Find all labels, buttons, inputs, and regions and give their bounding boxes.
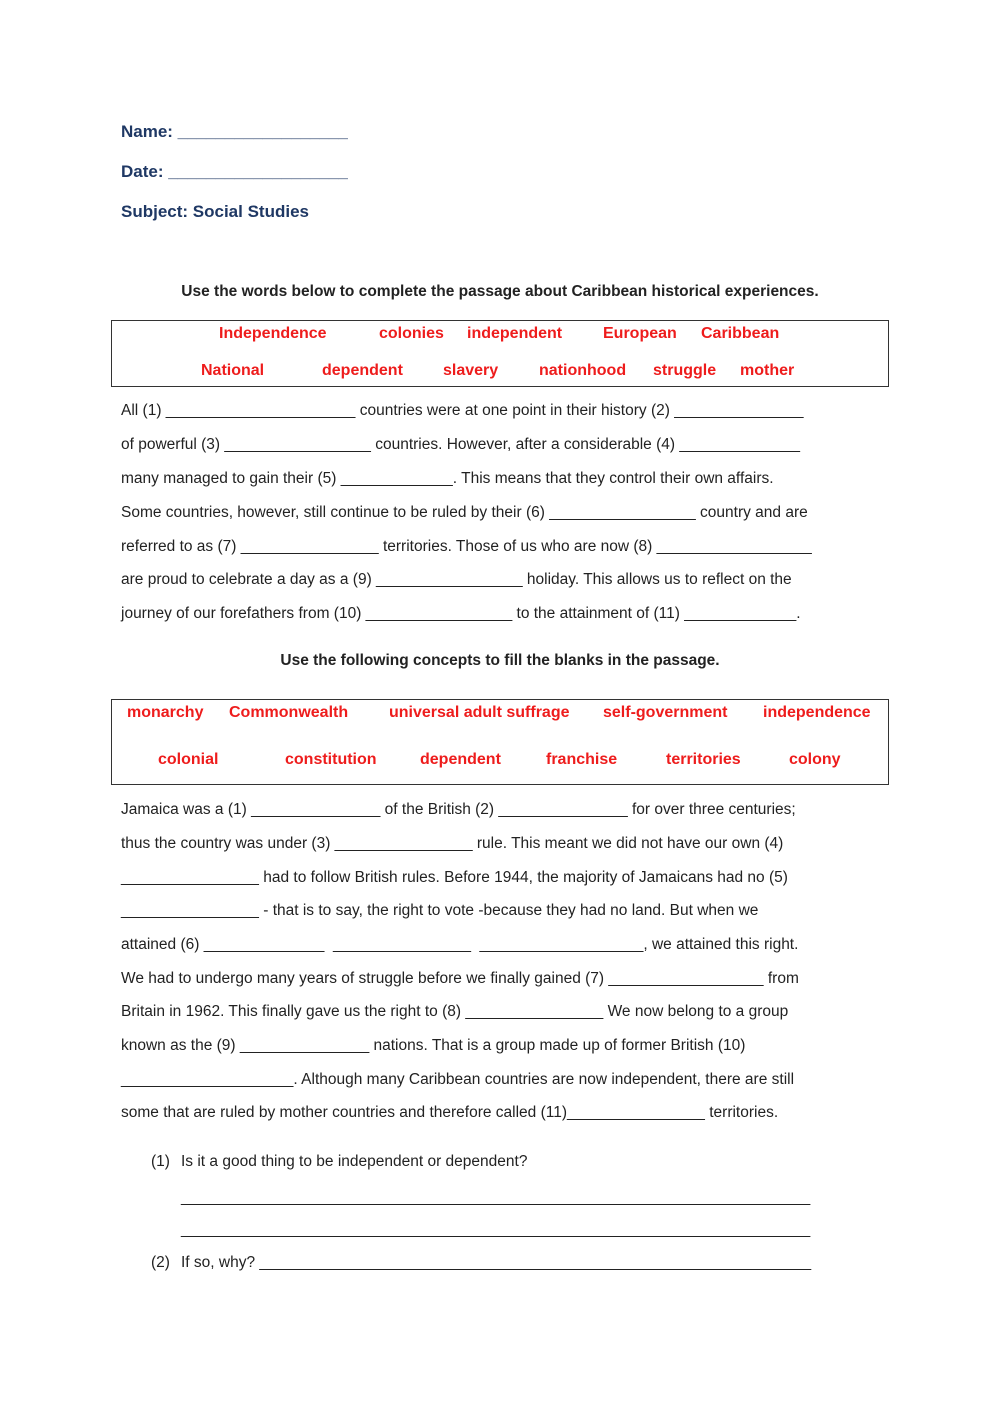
question-1-number: (1)	[151, 1153, 170, 1170]
passage2-line: attained (6) ______________ ________________ ___________________, we attained this right.	[121, 936, 799, 953]
passage2-line: some that are ruled by mother countries and therefore called (11)________________ territories.	[121, 1104, 779, 1121]
word-bank-item[interactable]: Independence	[219, 325, 327, 342]
word-bank-item[interactable]: slavery	[443, 362, 499, 379]
passage2-line: ____________________. Although many Caribbean countries are now independent, there are still	[121, 1071, 795, 1088]
passage1-line: referred to as (7) ________________ territories. Those of us who are now (8) __________________	[121, 538, 812, 555]
question-2-number: (2)	[151, 1254, 170, 1271]
word-bank-item[interactable]: colonial	[158, 751, 219, 768]
word-bank-item[interactable]: European	[603, 325, 677, 342]
passage1-line: Some countries, however, still continue to be ruled by their (6) _________________ country and are	[121, 504, 808, 521]
word-bank-1	[111, 320, 889, 387]
passage2-line: known as the (9) _______________ nations. That is a group made up of former British (10)	[121, 1037, 746, 1054]
word-bank-item[interactable]: independent	[467, 325, 563, 342]
word-bank-item[interactable]: independence	[763, 704, 871, 721]
word-bank-2	[111, 699, 889, 785]
passage1-line: of powerful (3) _________________ countries. However, after a considerable (4) ______________	[121, 436, 801, 453]
word-bank-item[interactable]: franchise	[546, 751, 618, 768]
word-bank-item[interactable]: self-government	[603, 704, 728, 721]
word-bank-item[interactable]: nationhood	[539, 362, 627, 379]
passage2-line: ________________ - that is to say, the right to vote -because they had no land. But when we	[121, 902, 759, 919]
answer-line[interactable]: _________________________________________________________________________	[181, 1189, 811, 1206]
name-field[interactable]: Name: __________________	[121, 122, 348, 141]
word-bank-item[interactable]: constitution	[285, 751, 377, 768]
passage2-line: ________________ had to follow British rules. Before 1944, the majority of Jamaicans had no (5)	[121, 869, 788, 886]
passage1-line: All (1) ______________________ countries were at one point in their history (2) _______________	[121, 402, 804, 419]
question-2-text[interactable]: If so, why? ________________________________________________________________	[181, 1254, 812, 1271]
word-bank-item[interactable]: mother	[740, 362, 795, 379]
passage2-line: Jamaica was a (1) _______________ of the British (2) _______________ for over three centuries;	[121, 801, 796, 818]
passage2-line: thus the country was under (3) ________________ rule. This meant we did not have our own (4)	[121, 835, 784, 852]
section1-instruction: Use the words below to complete the passage about Caribbean historical experiences.	[181, 283, 819, 300]
date-field[interactable]: Date: ___________________	[121, 162, 348, 181]
passage2-line: We had to undergo many years of struggle before we finally gained (7) __________________ from	[121, 970, 799, 987]
word-bank-item[interactable]: struggle	[653, 362, 717, 379]
passage2-line: Britain in 1962. This finally gave us the right to (8) ________________ We now belong to a group	[121, 1003, 789, 1020]
passage1-line: journey of our forefathers from (10) _________________ to the attainment of (11) _____________.	[121, 605, 801, 622]
word-bank-item[interactable]: universal adult suffrage	[389, 704, 570, 721]
section2-instruction: Use the following concepts to fill the blanks in the passage.	[280, 652, 720, 669]
word-bank-item[interactable]: territories	[666, 751, 741, 768]
word-bank-item[interactable]: Caribbean	[701, 325, 780, 342]
word-bank-item[interactable]: colony	[789, 751, 841, 768]
subject-line: Subject: Social Studies	[121, 202, 309, 221]
word-bank-item[interactable]: dependent	[322, 362, 403, 379]
passage1-line: are proud to celebrate a day as a (9) _________________ holiday. This allows us to reflect on the	[121, 571, 792, 588]
word-bank-item[interactable]: colonies	[379, 325, 444, 342]
passage1-line: many managed to gain their (5) _____________. This means that they control their own affairs.	[121, 470, 774, 487]
word-bank-item[interactable]: monarchy	[127, 704, 204, 721]
word-bank-item[interactable]: National	[201, 362, 265, 379]
word-bank-item[interactable]: Commonwealth	[229, 704, 349, 721]
word-bank-item[interactable]: dependent	[420, 751, 501, 768]
question-1-text: Is it a good thing to be independent or dependent?	[181, 1153, 528, 1170]
answer-line[interactable]: _________________________________________________________________________	[181, 1221, 811, 1238]
